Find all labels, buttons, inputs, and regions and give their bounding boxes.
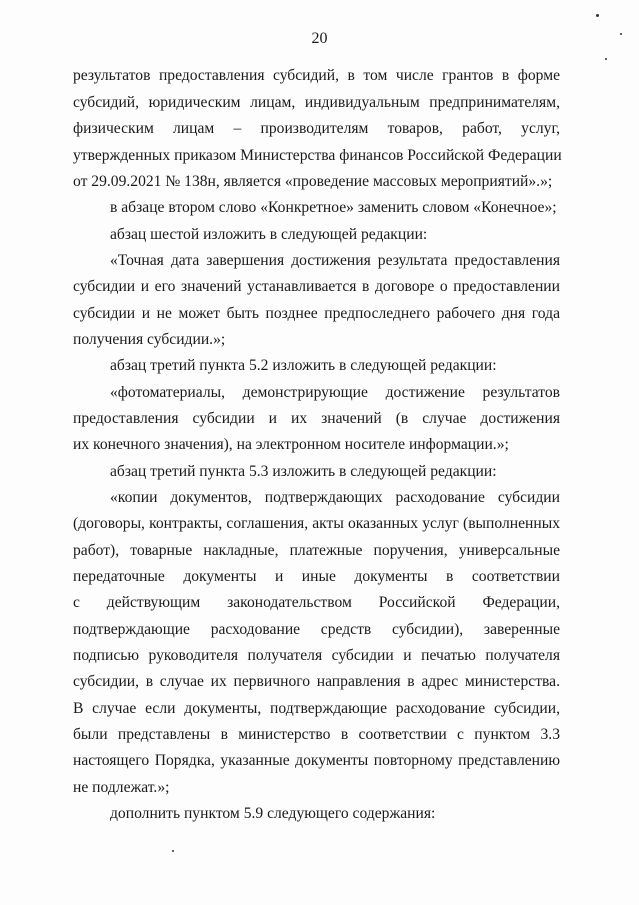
text-line: работ), товарные накладные, платежные поручения, универсальные (73, 542, 560, 559)
scan-speck (596, 14, 599, 17)
text-line: абзац шестой изложить в следующей редакции: (110, 226, 428, 243)
text-line: не подлежат.»; (73, 779, 170, 796)
text-line: результатов предоставления субсидий, в том числе грантов в форме (73, 67, 560, 84)
scan-speck (620, 33, 622, 35)
text-line: В случае если документы, подтверждающие расходование субсидии, (73, 700, 560, 717)
text-line: предоставления субсидии и их значений (в случае достижения (73, 410, 560, 427)
text-line: субсидий, юридическим лицам, индивидуальным предпринимателям, (73, 94, 560, 111)
text-line: подтверждающие расходование средств субсидии), заверенные (73, 621, 560, 638)
text-line: «копии документов, подтверждающих расходование субсидии (110, 489, 560, 506)
text-line: получения субсидии.»; (73, 331, 226, 348)
text-line: подписью руководителя получателя субсидии и печатью получателя (73, 647, 560, 664)
scan-speck (605, 58, 607, 60)
text-line: от 29.09.2021 № 138н, является «проведение массовых мероприятий».»; (73, 173, 553, 190)
scan-speck (172, 850, 174, 852)
text-line: дополнить пунктом 5.9 следующего содержания: (110, 805, 436, 822)
text-line: субсидии и его значений устанавливается в договоре о предоставлении (73, 278, 560, 295)
text-line: субсидии, в случае их первичного направления в адрес министерства. (73, 673, 560, 690)
text-line: с действующим законодательством Российской Федерации, (73, 594, 560, 611)
text-line: «фотоматериалы, демонстрирующие достижение результатов (110, 384, 560, 401)
text-line: настоящего Порядка, указанные документы повторному представлению (73, 752, 560, 769)
text-line: в абзаце втором слово «Конкретное» заменить словом «Конечное»; (110, 199, 557, 216)
text-line: «Точная дата завершения достижения результата предоставления (110, 252, 560, 269)
page-number: 20 (311, 30, 328, 47)
text-line: субсидии и не может быть позднее предпоследнего рабочего дня года (73, 305, 560, 322)
text-line: утвержденных приказом Министерства финансов Российской Федерации (73, 147, 562, 164)
text-line: физическим лицам – производителям товаров, работ, услуг, (73, 120, 560, 137)
text-line: их конечного значения), на электронном носителе информации.»; (73, 436, 509, 453)
text-line: абзац третий пункта 5.3 изложить в следующей редакции: (110, 463, 497, 480)
text-line: передаточные документы и иные документы в соответствии (73, 568, 560, 585)
text-line: (договоры, контракты, соглашения, акты оказанных услуг (выполненных (73, 515, 560, 532)
text-line: были представлены в министерство в соответствии с пунктом 3.3 (73, 726, 560, 743)
text-line: абзац третий пункта 5.2 изложить в следующей редакции: (110, 357, 497, 374)
